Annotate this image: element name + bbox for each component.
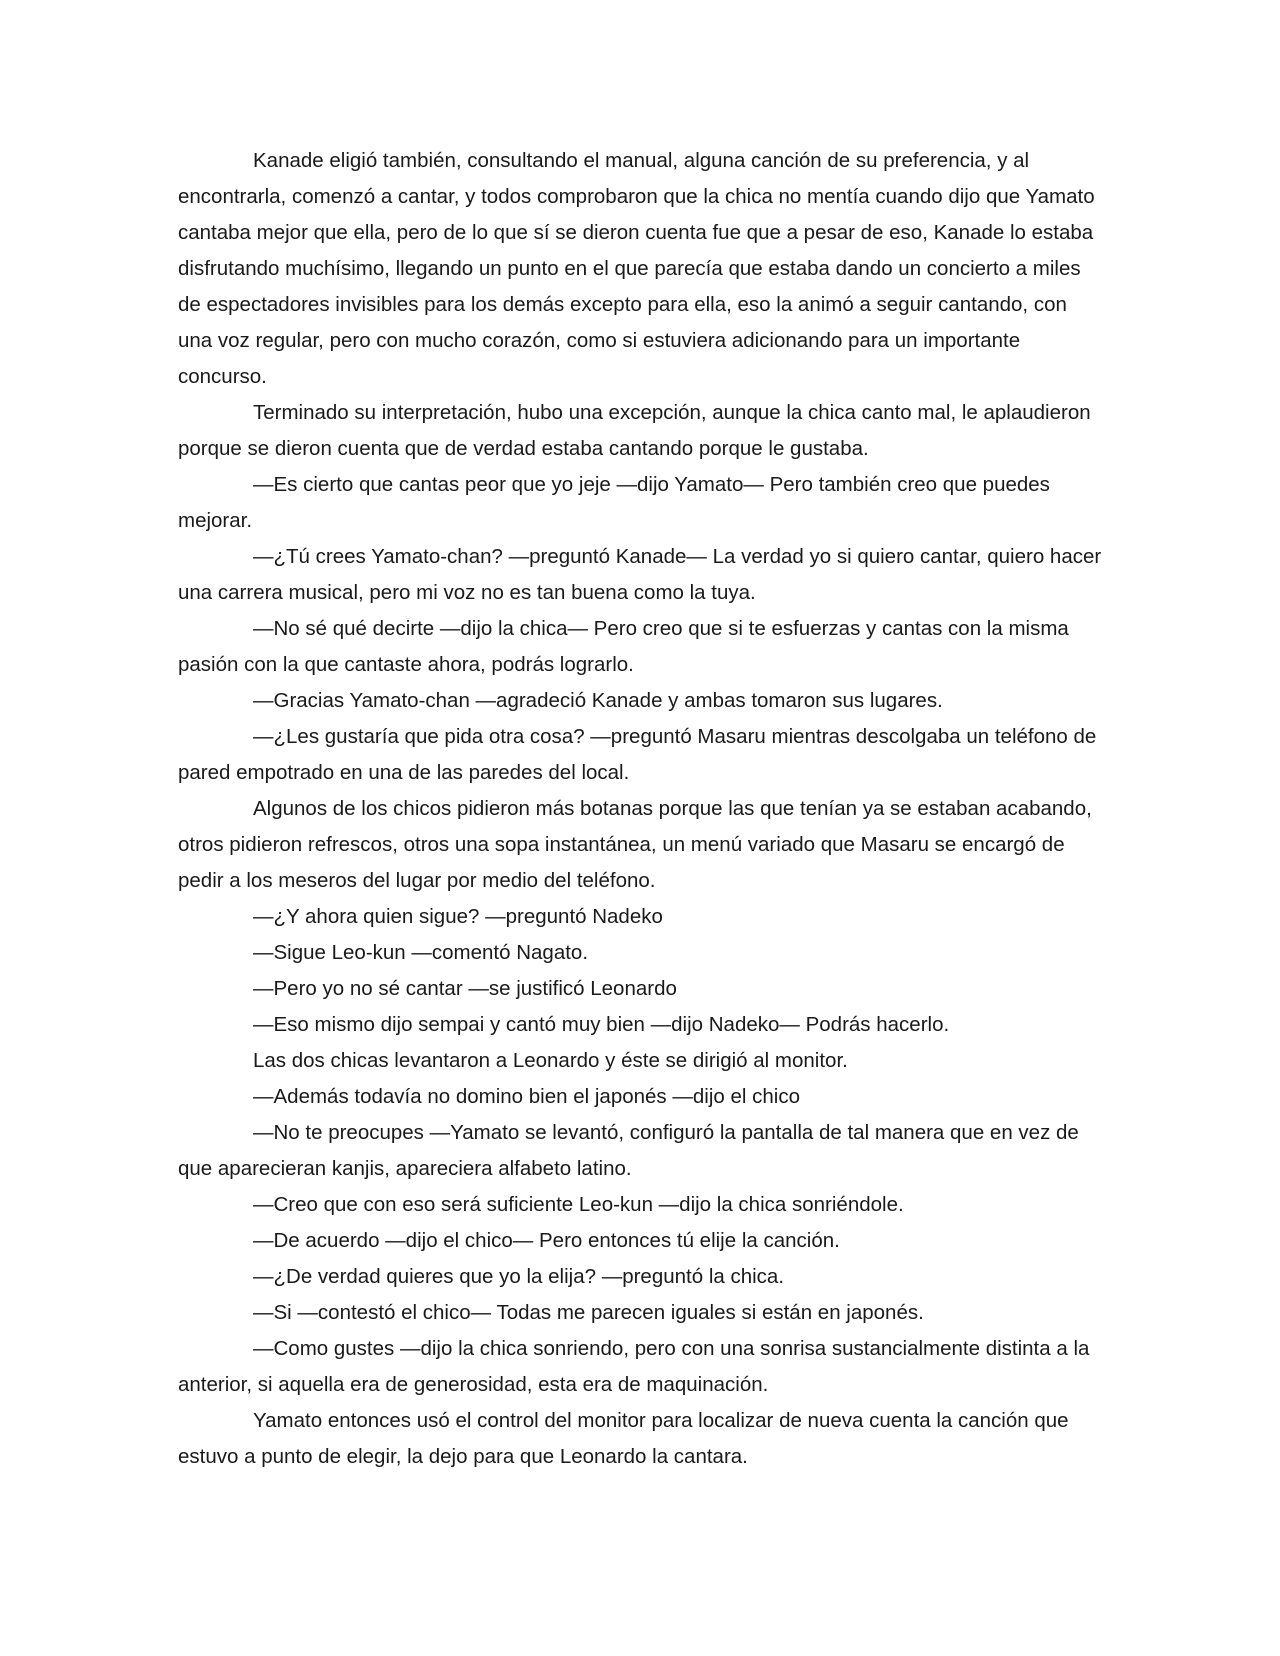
paragraph: Algunos de los chicos pidieron más botanas porque las que tenían ya se estaban acabando, otros pidieron refrescos, otros una sopa instantánea, un menú variado que Masaru se encargó de pedir a los meseros del lugar por medio del teléfono.: [178, 797, 1092, 892]
dialogue-paragraph: —Como gustes —dijo la chica sonriendo, pero con una sonrisa sustancialmente distinta a la anterior, si aquella era de generosidad, esta era de maquinación.: [178, 1337, 1090, 1396]
dialogue-paragraph: —Además todavía no domino bien el japonés —dijo el chico: [253, 1085, 800, 1108]
dialogue-paragraph: —¿De verdad quieres que yo la elija? —preguntó la chica.: [253, 1265, 785, 1288]
paragraph: Terminado su interpretación, hubo una excepción, aunque la chica canto mal, le aplaudieron porque se dieron cuenta que de verdad estaba cantando porque le gustaba.: [178, 401, 1091, 460]
dialogue-paragraph: —De acuerdo —dijo el chico— Pero entonces tú elije la canción.: [253, 1229, 840, 1252]
dialogue-paragraph: —Es cierto que cantas peor que yo jeje —dijo Yamato— Pero también creo que puedes mejorar.: [178, 473, 1050, 532]
dialogue-paragraph: —No sé qué decirte —dijo la chica— Pero creo que si te esfuerzas y cantas con la misma pasión con la que cantaste ahora, podrás lograrlo.: [178, 617, 1069, 676]
dialogue-paragraph: —Creo que con eso será suficiente Leo-kun —dijo la chica sonriéndole.: [253, 1193, 904, 1216]
paragraph: Las dos chicas levantaron a Leonardo y éste se dirigió al monitor.: [253, 1049, 848, 1072]
dialogue-paragraph: —Sigue Leo-kun —comentó Nagato.: [253, 941, 589, 964]
dialogue-paragraph: —No te preocupes —Yamato se levantó, configuró la pantalla de tal manera que en vez de que aparecieran kanjis, apareciera alfabeto latino.: [178, 1121, 1079, 1180]
paragraph: Yamato entonces usó el control del monitor para localizar de nueva cuenta la canción que estuvo a punto de elegir, la dejo para que Leonardo la cantara.: [178, 1409, 1069, 1468]
dialogue-paragraph: —Eso mismo dijo sempai y cantó muy bien —dijo Nadeko— Podrás hacerlo.: [253, 1013, 950, 1036]
dialogue-paragraph: —Pero yo no sé cantar —se justificó Leonardo: [253, 977, 677, 1000]
dialogue-paragraph: —Si —contestó el chico— Todas me parecen iguales si están en japonés.: [253, 1301, 924, 1324]
dialogue-paragraph: —¿Les gustaría que pida otra cosa? —preguntó Masaru mientras descolgaba un teléfono de pared empotrado en una de las paredes del local.: [178, 725, 1097, 784]
dialogue-paragraph: —¿Y ahora quien sigue? —preguntó Nadeko: [253, 905, 663, 928]
document-body: [178, 143, 1104, 1475]
paragraph: Kanade eligió también, consultando el manual, alguna canción de su preferencia, y al encontrarla, comenzó a cantar, y todos comprobaron que la chica no mentía cuando dijo que Yamato cantaba mejor que ella, pero de lo que sí se dieron cuenta fue que a pesar de eso, Kanade lo estaba disfrutando muchísimo, llegando un punto en el que parecía que estaba dando un concierto a miles de espectadores invisibles para los demás excepto para ella, eso la animó a seguir cantando, con una voz regular, pero con mucho corazón, como si estuviera adicionando para un importante concurso.: [178, 149, 1095, 388]
dialogue-paragraph: —¿Tú crees Yamato-chan? —preguntó Kanade— La verdad yo si quiero cantar, quiero hacer una carrera musical, pero mi voz no es tan buena como la tuya.: [178, 545, 1102, 604]
dialogue-paragraph: —Gracias Yamato-chan —agradeció Kanade y ambas tomaron sus lugares.: [253, 689, 943, 712]
